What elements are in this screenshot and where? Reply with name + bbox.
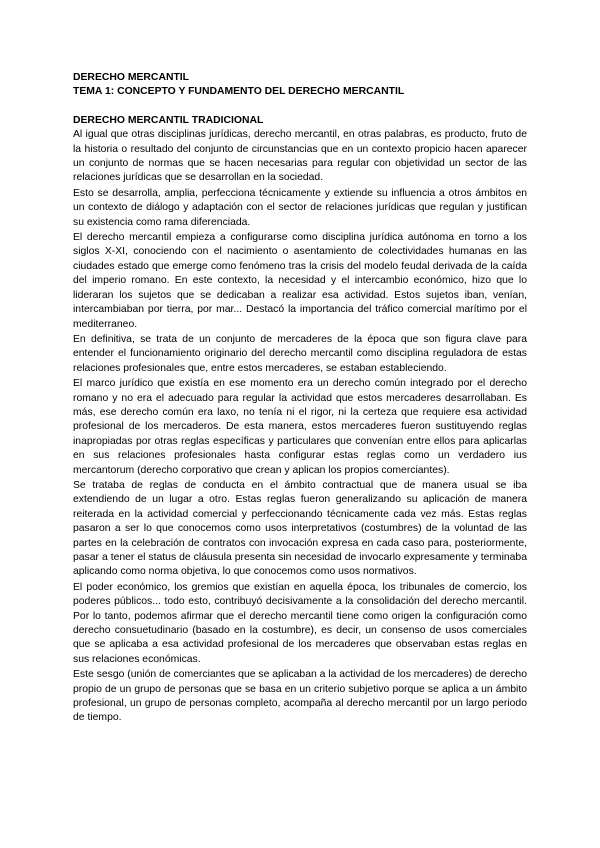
paragraph: El poder económico, los gremios que existían en aquella época, los tribunales de comercio, los poderes públicos... todo esto, contribuyó decisivamente a la consolidación del derecho mercantil. Por lo tanto, podemos afirmar que el derecho mercantil tiene como origen la configuración como derecho consuetudinario (basado en la costumbre), es decir, un consenso de usos comerciales que se aplicaba a esa actividad profesional de los mercaderes que observaban estas reglas en sus relaciones económicas. xyxy=(73,581,527,665)
paragraph: Esto se desarrolla, amplia, perfecciona técnicamente y extiende su influencia a otros ámbitos en un contexto de diálogo y adaptación con el sector de relaciones jurídicas que regulan y justifican su existencia como rama diferenciada. xyxy=(73,187,527,228)
paragraph: El derecho mercantil empieza a configurarse como disciplina jurídica autónoma en torno a los siglos X-XI, conociendo con el nacimiento o asentamiento de colectividades humanas en las ciudades estado que emerge como fenómeno tras la crisis del modelo feudal derivada de la caída del imperio romano. En este contexto, la necesidad y el intercambio económico, hizo que lo lideraran los sujetos que se dedicaban a realizar esa actividad. Estos sujetos iban, venían, intercambiaban por tierra, por mar... Destacó la importancia del tráfico comercial marítimo por el mediterraneo. xyxy=(73,232,527,330)
paragraph: Se trataba de reglas de conducta en el ámbito contractual que de manera usual se iba extendiendo de un lugar a otro. Estas reglas fueron generalizando su aplicación de manera reiterada en la actividad comercial y perfeccionando técnicamente cada vez más. Estas reglas pasaron a ser lo que conocemos como usos interpretativos (costumbres) de la voluntad de las partes en la celebración de contratos con invocación expresa en cada caso para, posteriormente, pasar a tener el status de cláusula presenta sin necesidad de invocarlo expresamente y terminaba aplicando como norma objetiva, lo que conocemos como usos normativos. xyxy=(73,479,527,578)
paragraph: Este sesgo (unión de comerciantes que se aplicaban a la actividad de los mercaderes) de derecho propio de un grupo de personas que se basa en un criterio subjetivo porque se aplica a un ámbito profesional, un grupo de personas completo, acompaña al derecho mercantil por un largo periodo de tiempo. xyxy=(73,669,527,724)
section-heading: DERECHO MERCANTIL TRADICIONAL xyxy=(73,114,264,126)
paragraph: Al igual que otras disciplinas jurídicas, derecho mercantil, en otras palabras, es producto, fruto de la historia o resultado del conjunto de circunstancias que en un contexto propicio hacen aparecer un conjunto de normas que se hacen necesarias para regular con objetividad un sector de las relaciones jurídicas que se desarrollan en la sociedad. xyxy=(73,129,527,184)
document-title: DERECHO MERCANTIL xyxy=(73,72,190,83)
paragraph: En definitiva, se trata de un conjunto de mercaderes de la época que son figura clave para entender el funcionamiento originario del derecho mercantil como disciplina reguladora de estas relaciones profesionales que, entre estos mercaderes, se estaban estableciendo. xyxy=(73,333,527,374)
paragraph: El marco jurídico que existía en ese momento era un derecho común integrado por el derecho romano y no era el adecuado para regular la actividad que estos mercaderes desarrollaban. Es más, ese derecho común era laxo, no tenía ni el rigor, ni la certeza que requiere esa actividad profesional de los mercaderos. De esta manera, estos mercaderes fueron sustituyendo reglas inapropiadas por otras reglas específicas y particulares que convenían entre ellos para aplicarlas en sus relaciones profesionales hasta configurar estas reglas como un verdadero ius mercantorum (derecho corporativo que crean y aplican los propios comerciantes). xyxy=(73,378,527,476)
document-page xyxy=(73,71,527,727)
document-subtitle: TEMA 1: CONCEPTO Y FUNDAMENTO DEL DERECHO MERCANTIL xyxy=(73,86,405,98)
